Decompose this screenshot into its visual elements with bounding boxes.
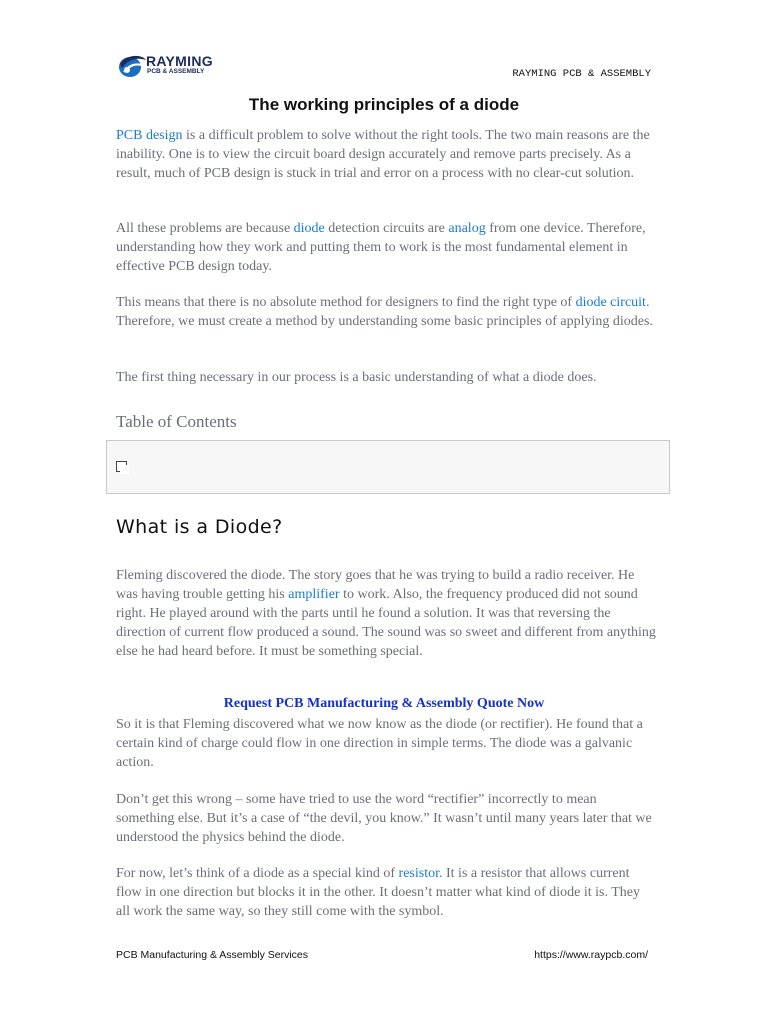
paragraph-text: Fleming discovered the diode. The story goes that he was trying to build a radio receiver. He was having trouble getting his xyxy=(116,568,635,602)
paragraph-text: detection circuits are xyxy=(324,221,449,236)
section-paragraph-1 xyxy=(116,566,656,661)
analog-link[interactable]: analog xyxy=(448,221,486,236)
resistor-link[interactable]: resistor xyxy=(398,866,439,881)
paragraph-text: is a difficult problem to solve without the right tools. The two main reasons are the inability. One is to view the circuit board design accurately and remove parts precisely. As a result, much of PCB design is stuck in trial and error on a process with no clear-cut solution. xyxy=(116,128,650,181)
amplifier-link[interactable]: amplifier xyxy=(288,587,340,602)
paragraph-text: . Therefore, we must create a method by understanding some basic principles of applying diodes. xyxy=(116,295,653,329)
paragraph-text: This means that there is no absolute method for designers to find the right type of xyxy=(116,295,576,310)
toc-title: Table of Contents xyxy=(116,412,237,431)
paragraph-text: All these problems are because xyxy=(116,221,294,236)
paragraph-text: For now, let’s think of a diode as a special kind of xyxy=(116,866,399,881)
paragraph-text: from one device. Therefore, understanding how they work and putting them to work is the most fundamental element in effective PCB design today. xyxy=(116,221,646,274)
intro-paragraph-1 xyxy=(116,126,656,183)
diode-circuit-link[interactable]: diode circuit xyxy=(575,295,646,310)
header-company-name: RAYMING PCB & ASSEMBLY xyxy=(512,68,651,80)
footer-website-link[interactable]: https://www.raypcb.com/ xyxy=(534,949,648,961)
section-paragraph-2 xyxy=(116,715,656,772)
logo-name: RAYMING xyxy=(146,53,213,69)
diode-link[interactable]: diode xyxy=(293,221,325,236)
intro-paragraph-3 xyxy=(116,293,656,331)
company-logo xyxy=(116,52,216,80)
toc-box xyxy=(106,440,670,494)
logo-subtitle: PCB & ASSEMBLY xyxy=(147,68,205,75)
paragraph-text: to work. Also, the frequency produced did not sound right. He played around with the parts until he found a solution. It was that reversing the direction of current flow produced a sound. The sound was so sweet and different from anything else he had heard before. It must be something special. xyxy=(116,587,656,659)
logo-swirl-icon xyxy=(116,52,148,80)
paragraph-text: The first thing necessary in our process is a basic understanding of what a diode does. xyxy=(116,370,597,385)
toc-toggle-checkbox[interactable] xyxy=(116,461,127,472)
request-quote-link[interactable]: Request PCB Manufacturing & Assembly Quote Now xyxy=(223,696,545,711)
footer-services: PCB Manufacturing & Assembly Services xyxy=(116,949,308,961)
intro-paragraph-4 xyxy=(116,368,656,387)
pcb-design-link[interactable]: PCB design xyxy=(116,128,183,143)
paragraph-text: . It is a resistor that allows current flow in one direction but blocks it in the other. It doesn’t matter what kind of diode it is. They all work the same way, so they still come with the symbol. xyxy=(116,866,641,919)
intro-paragraph-2 xyxy=(116,219,656,276)
page-title: The working principles of a diode xyxy=(248,95,520,114)
section-paragraph-3 xyxy=(116,790,656,847)
paragraph-text: So it is that Fleming discovered what we now know as the diode (or rectifier). He found that a certain kind of charge could flow in one direction in simple terms. The diode was a galvanic action. xyxy=(116,717,643,770)
section-heading: What is a Diode? xyxy=(116,516,283,538)
section-paragraph-4 xyxy=(116,864,656,921)
paragraph-text: Don’t get this wrong – some have tried to use the word “rectifier” incorrectly to mean something else. But it’s a case of “the devil, you know.” It wasn’t until many years later that we understood the physics behind the diode. xyxy=(116,792,652,845)
